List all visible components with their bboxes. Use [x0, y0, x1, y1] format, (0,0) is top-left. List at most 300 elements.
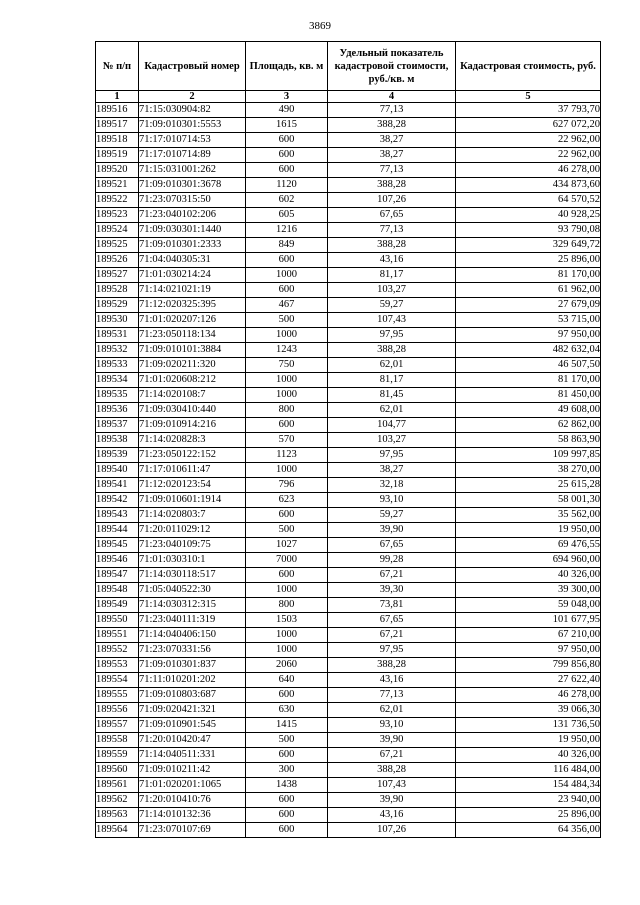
- unit-rate-cell: 81,45: [328, 388, 456, 403]
- row-number-cell: 189518: [96, 133, 139, 148]
- cadastral-number-cell: 71:09:020421:321: [139, 703, 246, 718]
- table-row: [96, 583, 601, 598]
- cadastral-value-cell: 799 856,80: [456, 658, 601, 673]
- area-cell: 600: [246, 133, 328, 148]
- unit-rate-cell: 43,16: [328, 808, 456, 823]
- row-number-cell: 189555: [96, 688, 139, 703]
- table-row: [96, 688, 601, 703]
- cadastral-number-cell: 71:09:010901:545: [139, 718, 246, 733]
- unit-rate-cell: 67,65: [328, 613, 456, 628]
- area-cell: 623: [246, 493, 328, 508]
- area-cell: 500: [246, 313, 328, 328]
- column-number: 4: [328, 91, 456, 103]
- unit-rate-cell: 67,65: [328, 208, 456, 223]
- table-row: [96, 313, 601, 328]
- table-row: [96, 778, 601, 793]
- cadastral-value-cell: 46 507,50: [456, 358, 601, 373]
- row-number-cell: 189538: [96, 433, 139, 448]
- column-number: 1: [96, 91, 139, 103]
- cadastral-value-cell: 627 072,20: [456, 118, 601, 133]
- row-number-cell: 189519: [96, 148, 139, 163]
- cadastral-number-cell: 71:23:070107:69: [139, 823, 246, 838]
- row-number-cell: 189561: [96, 778, 139, 793]
- cadastral-value-cell: 46 278,00: [456, 163, 601, 178]
- table-row: [96, 238, 601, 253]
- table-row: [96, 763, 601, 778]
- row-number-cell: 189542: [96, 493, 139, 508]
- cadastral-number-cell: 71:23:050122:152: [139, 448, 246, 463]
- area-cell: 2060: [246, 658, 328, 673]
- cadastral-number-cell: 71:15:031001:262: [139, 163, 246, 178]
- row-number-cell: 189535: [96, 388, 139, 403]
- area-cell: 849: [246, 238, 328, 253]
- table-row: [96, 118, 601, 133]
- header-cadastral-number: Кадастровый номер: [139, 42, 246, 91]
- table-row: [96, 658, 601, 673]
- unit-rate-cell: 38,27: [328, 133, 456, 148]
- row-number-cell: 189522: [96, 193, 139, 208]
- cadastral-value-cell: 434 873,60: [456, 178, 601, 193]
- area-cell: 300: [246, 763, 328, 778]
- cadastral-number-cell: 71:23:040111:319: [139, 613, 246, 628]
- table-row: [96, 613, 601, 628]
- table-row: [96, 523, 601, 538]
- header-area: Площадь, кв. м: [246, 42, 328, 91]
- cadastral-number-cell: 71:20:010420:47: [139, 733, 246, 748]
- area-cell: 600: [246, 688, 328, 703]
- row-number-cell: 189530: [96, 313, 139, 328]
- area-cell: 800: [246, 403, 328, 418]
- area-cell: 630: [246, 703, 328, 718]
- row-number-cell: 189528: [96, 283, 139, 298]
- table-row: [96, 793, 601, 808]
- cadastral-value-cell: 97 950,00: [456, 643, 601, 658]
- cadastral-value-cell: 97 950,00: [456, 328, 601, 343]
- column-number: 2: [139, 91, 246, 103]
- cadastral-value-cell: 25 896,00: [456, 253, 601, 268]
- cadastral-value-cell: 46 278,00: [456, 688, 601, 703]
- cadastral-value-cell: 23 940,00: [456, 793, 601, 808]
- cadastral-number-cell: 71:23:050118:134: [139, 328, 246, 343]
- row-number-cell: 189526: [96, 253, 139, 268]
- cadastral-number-cell: 71:12:020325:395: [139, 298, 246, 313]
- cadastral-number-cell: 71:14:021021:19: [139, 283, 246, 298]
- area-cell: 1615: [246, 118, 328, 133]
- unit-rate-cell: 67,21: [328, 628, 456, 643]
- area-cell: 600: [246, 793, 328, 808]
- cadastral-value-cell: 35 562,00: [456, 508, 601, 523]
- table-row: [96, 823, 601, 838]
- unit-rate-cell: 107,43: [328, 778, 456, 793]
- row-number-cell: 189532: [96, 343, 139, 358]
- unit-rate-cell: 77,13: [328, 223, 456, 238]
- cadastral-number-cell: 71:14:040406:150: [139, 628, 246, 643]
- area-cell: 600: [246, 283, 328, 298]
- table-row: [96, 268, 601, 283]
- unit-rate-cell: 97,95: [328, 643, 456, 658]
- area-cell: 600: [246, 253, 328, 268]
- table-row: [96, 343, 601, 358]
- table-row: [96, 628, 601, 643]
- unit-rate-cell: 99,28: [328, 553, 456, 568]
- area-cell: 1000: [246, 583, 328, 598]
- table-row: [96, 358, 601, 373]
- table-row: [96, 463, 601, 478]
- header-cadastral-value: Кадастровая стоимость, руб.: [456, 42, 601, 91]
- table-header-row: [96, 42, 601, 91]
- row-number-cell: 189550: [96, 613, 139, 628]
- unit-rate-cell: 32,18: [328, 478, 456, 493]
- cadastral-number-cell: 71:01:020201:1065: [139, 778, 246, 793]
- cadastral-value-cell: 49 608,00: [456, 403, 601, 418]
- row-number-cell: 189533: [96, 358, 139, 373]
- cadastral-number-cell: 71:14:010132:36: [139, 808, 246, 823]
- unit-rate-cell: 43,16: [328, 253, 456, 268]
- cadastral-number-cell: 71:09:010301:2333: [139, 238, 246, 253]
- cadastral-value-table: [95, 41, 601, 838]
- unit-rate-cell: 77,13: [328, 163, 456, 178]
- cadastral-value-cell: 154 484,34: [456, 778, 601, 793]
- area-cell: 1000: [246, 463, 328, 478]
- cadastral-value-cell: 27 679,09: [456, 298, 601, 313]
- cadastral-number-cell: 71:23:040109:75: [139, 538, 246, 553]
- cadastral-number-cell: 71:09:010301:837: [139, 658, 246, 673]
- cadastral-value-cell: 58 001,30: [456, 493, 601, 508]
- cadastral-number-cell: 71:01:030214:24: [139, 268, 246, 283]
- row-number-cell: 189553: [96, 658, 139, 673]
- row-number-cell: 189546: [96, 553, 139, 568]
- cadastral-number-cell: 71:20:010410:76: [139, 793, 246, 808]
- row-number-cell: 189536: [96, 403, 139, 418]
- cadastral-value-cell: 22 962,00: [456, 148, 601, 163]
- table-row: [96, 373, 601, 388]
- unit-rate-cell: 97,95: [328, 328, 456, 343]
- row-number-cell: 189537: [96, 418, 139, 433]
- table-row: [96, 178, 601, 193]
- area-cell: 600: [246, 508, 328, 523]
- cadastral-value-cell: 81 170,00: [456, 373, 601, 388]
- row-number-cell: 189527: [96, 268, 139, 283]
- table-row: [96, 493, 601, 508]
- area-cell: 600: [246, 163, 328, 178]
- row-number-cell: 189554: [96, 673, 139, 688]
- area-cell: 1000: [246, 643, 328, 658]
- cadastral-number-cell: 71:09:030410:440: [139, 403, 246, 418]
- unit-rate-cell: 67,65: [328, 538, 456, 553]
- table-row: [96, 328, 601, 343]
- row-number-cell: 189564: [96, 823, 139, 838]
- area-cell: 750: [246, 358, 328, 373]
- table-row: [96, 223, 601, 238]
- cadastral-number-cell: 71:09:010101:3884: [139, 343, 246, 358]
- area-cell: 490: [246, 103, 328, 118]
- cadastral-value-cell: 40 326,00: [456, 748, 601, 763]
- header-unit-rate: Удельный показатель кадастровой стоимости, руб./кв. м: [328, 42, 456, 91]
- unit-rate-cell: 39,90: [328, 793, 456, 808]
- cadastral-number-cell: 71:17:010714:89: [139, 148, 246, 163]
- cadastral-number-cell: 71:01:020207:126: [139, 313, 246, 328]
- cadastral-value-cell: 27 622,40: [456, 673, 601, 688]
- area-cell: 1027: [246, 538, 328, 553]
- table-row: [96, 448, 601, 463]
- cadastral-number-cell: 71:14:030118:517: [139, 568, 246, 583]
- unit-rate-cell: 81,17: [328, 373, 456, 388]
- table-row: [96, 163, 601, 178]
- unit-rate-cell: 103,27: [328, 283, 456, 298]
- row-number-cell: 189552: [96, 643, 139, 658]
- table-row: [96, 148, 601, 163]
- table-row: [96, 568, 601, 583]
- row-number-cell: 189559: [96, 748, 139, 763]
- row-number-cell: 189516: [96, 103, 139, 118]
- cadastral-number-cell: 71:04:040305:31: [139, 253, 246, 268]
- cadastral-number-cell: 71:11:010201:202: [139, 673, 246, 688]
- row-number-cell: 189523: [96, 208, 139, 223]
- cadastral-number-cell: 71:17:010714:53: [139, 133, 246, 148]
- cadastral-number-cell: 71:09:010803:687: [139, 688, 246, 703]
- column-number: 3: [246, 91, 328, 103]
- row-number-cell: 189549: [96, 598, 139, 613]
- row-number-cell: 189558: [96, 733, 139, 748]
- unit-rate-cell: 73,81: [328, 598, 456, 613]
- unit-rate-cell: 62,01: [328, 703, 456, 718]
- row-number-cell: 189540: [96, 463, 139, 478]
- table-row: [96, 253, 601, 268]
- unit-rate-cell: 107,43: [328, 313, 456, 328]
- table-row: [96, 418, 601, 433]
- cadastral-value-cell: 694 960,00: [456, 553, 601, 568]
- unit-rate-cell: 81,17: [328, 268, 456, 283]
- row-number-cell: 189525: [96, 238, 139, 253]
- cadastral-value-cell: 19 950,00: [456, 523, 601, 538]
- table-row: [96, 103, 601, 118]
- area-cell: 1000: [246, 388, 328, 403]
- table-row: [96, 388, 601, 403]
- unit-rate-cell: 388,28: [328, 238, 456, 253]
- row-number-cell: 189551: [96, 628, 139, 643]
- cadastral-number-cell: 71:01:020608:212: [139, 373, 246, 388]
- table-row: [96, 553, 601, 568]
- cadastral-number-cell: 71:15:030904:82: [139, 103, 246, 118]
- cadastral-value-cell: 58 863,90: [456, 433, 601, 448]
- table-row: [96, 538, 601, 553]
- unit-rate-cell: 93,10: [328, 493, 456, 508]
- table-row: [96, 478, 601, 493]
- area-cell: 640: [246, 673, 328, 688]
- row-number-cell: 189547: [96, 568, 139, 583]
- cadastral-value-cell: 101 677,95: [456, 613, 601, 628]
- cadastral-value-cell: 64 570,52: [456, 193, 601, 208]
- unit-rate-cell: 39,90: [328, 523, 456, 538]
- row-number-cell: 189541: [96, 478, 139, 493]
- unit-rate-cell: 104,77: [328, 418, 456, 433]
- area-cell: 605: [246, 208, 328, 223]
- cadastral-number-cell: 71:09:010601:1914: [139, 493, 246, 508]
- cadastral-number-cell: 71:09:010301:3678: [139, 178, 246, 193]
- cadastral-number-cell: 71:14:040511:331: [139, 748, 246, 763]
- cadastral-number-cell: 71:17:010611:47: [139, 463, 246, 478]
- unit-rate-cell: 93,10: [328, 718, 456, 733]
- table-row: [96, 508, 601, 523]
- area-cell: 600: [246, 418, 328, 433]
- area-cell: 1415: [246, 718, 328, 733]
- cadastral-number-cell: 71:14:020828:3: [139, 433, 246, 448]
- cadastral-number-cell: 71:09:010211:42: [139, 763, 246, 778]
- cadastral-value-cell: 19 950,00: [456, 733, 601, 748]
- column-number: 5: [456, 91, 601, 103]
- area-cell: 796: [246, 478, 328, 493]
- area-cell: 600: [246, 148, 328, 163]
- table-row: [96, 298, 601, 313]
- cadastral-number-cell: 71:23:070331:56: [139, 643, 246, 658]
- unit-rate-cell: 388,28: [328, 763, 456, 778]
- cadastral-number-cell: 71:23:070315:50: [139, 193, 246, 208]
- cadastral-number-cell: 71:14:020108:7: [139, 388, 246, 403]
- table-row: [96, 673, 601, 688]
- cadastral-value-cell: 69 476,55: [456, 538, 601, 553]
- cadastral-value-cell: 116 484,00: [456, 763, 601, 778]
- area-cell: 1000: [246, 373, 328, 388]
- cadastral-value-cell: 93 790,08: [456, 223, 601, 238]
- unit-rate-cell: 388,28: [328, 118, 456, 133]
- row-number-cell: 189543: [96, 508, 139, 523]
- unit-rate-cell: 62,01: [328, 358, 456, 373]
- area-cell: 600: [246, 823, 328, 838]
- cadastral-number-cell: 71:14:030312:315: [139, 598, 246, 613]
- cadastral-number-cell: 71:14:020803:7: [139, 508, 246, 523]
- cadastral-number-cell: 71:09:010914:216: [139, 418, 246, 433]
- table-body: [96, 103, 601, 838]
- row-number-cell: 189560: [96, 763, 139, 778]
- area-cell: 7000: [246, 553, 328, 568]
- cadastral-number-cell: 71:09:010301:5553: [139, 118, 246, 133]
- row-number-cell: 189534: [96, 373, 139, 388]
- area-cell: 602: [246, 193, 328, 208]
- cadastral-value-cell: 25 896,00: [456, 808, 601, 823]
- area-cell: 600: [246, 748, 328, 763]
- area-cell: 1216: [246, 223, 328, 238]
- row-number-cell: 189520: [96, 163, 139, 178]
- cadastral-number-cell: 71:05:040522:30: [139, 583, 246, 598]
- area-cell: 1503: [246, 613, 328, 628]
- area-cell: 500: [246, 733, 328, 748]
- table-row: [96, 733, 601, 748]
- table-row: [96, 598, 601, 613]
- table-row: [96, 808, 601, 823]
- table-row: [96, 433, 601, 448]
- table-row: [96, 208, 601, 223]
- table-row: [96, 193, 601, 208]
- area-cell: 1243: [246, 343, 328, 358]
- cadastral-value-cell: 39 066,30: [456, 703, 601, 718]
- cadastral-value-cell: 37 793,70: [456, 103, 601, 118]
- cadastral-value-cell: 59 048,00: [456, 598, 601, 613]
- cadastral-value-cell: 25 615,28: [456, 478, 601, 493]
- row-number-cell: 189562: [96, 793, 139, 808]
- area-cell: 600: [246, 568, 328, 583]
- area-cell: 1000: [246, 628, 328, 643]
- unit-rate-cell: 43,16: [328, 673, 456, 688]
- area-cell: 1438: [246, 778, 328, 793]
- area-cell: 1120: [246, 178, 328, 193]
- cadastral-value-cell: 131 736,50: [456, 718, 601, 733]
- table-row: [96, 643, 601, 658]
- unit-rate-cell: 103,27: [328, 433, 456, 448]
- page-number: 3869: [309, 20, 331, 32]
- cadastral-value-cell: 61 962,00: [456, 283, 601, 298]
- unit-rate-cell: 39,30: [328, 583, 456, 598]
- cadastral-value-cell: 22 962,00: [456, 133, 601, 148]
- cadastral-value-cell: 40 326,00: [456, 568, 601, 583]
- cadastral-value-cell: 482 632,04: [456, 343, 601, 358]
- unit-rate-cell: 388,28: [328, 343, 456, 358]
- table-row: [96, 283, 601, 298]
- unit-rate-cell: 97,95: [328, 448, 456, 463]
- row-number-cell: 189521: [96, 178, 139, 193]
- cadastral-value-cell: 40 928,25: [456, 208, 601, 223]
- table-row: [96, 133, 601, 148]
- row-number-cell: 189544: [96, 523, 139, 538]
- row-number-cell: 189539: [96, 448, 139, 463]
- cadastral-value-cell: 38 270,00: [456, 463, 601, 478]
- unit-rate-cell: 59,27: [328, 508, 456, 523]
- unit-rate-cell: 388,28: [328, 178, 456, 193]
- area-cell: 800: [246, 598, 328, 613]
- cadastral-number-cell: 71:12:020123:54: [139, 478, 246, 493]
- table-row: [96, 703, 601, 718]
- cadastral-value-cell: 64 356,00: [456, 823, 601, 838]
- row-number-cell: 189563: [96, 808, 139, 823]
- cadastral-number-cell: 71:01:030310:1: [139, 553, 246, 568]
- cadastral-value-cell: 329 649,72: [456, 238, 601, 253]
- table-row: [96, 748, 601, 763]
- cadastral-value-cell: 39 300,00: [456, 583, 601, 598]
- area-cell: 1123: [246, 448, 328, 463]
- cadastral-value-cell: 67 210,00: [456, 628, 601, 643]
- area-cell: 600: [246, 808, 328, 823]
- row-number-cell: 189517: [96, 118, 139, 133]
- area-cell: 1000: [246, 268, 328, 283]
- header-row-number: № п/п: [96, 42, 139, 91]
- row-number-cell: 189524: [96, 223, 139, 238]
- cadastral-value-cell: 62 862,00: [456, 418, 601, 433]
- area-cell: 467: [246, 298, 328, 313]
- unit-rate-cell: 67,21: [328, 568, 456, 583]
- unit-rate-cell: 388,28: [328, 658, 456, 673]
- unit-rate-cell: 59,27: [328, 298, 456, 313]
- unit-rate-cell: 38,27: [328, 148, 456, 163]
- cadastral-number-cell: 71:20:011029:12: [139, 523, 246, 538]
- row-number-cell: 189556: [96, 703, 139, 718]
- cadastral-number-cell: 71:09:030301:1440: [139, 223, 246, 238]
- table-row: [96, 718, 601, 733]
- unit-rate-cell: 62,01: [328, 403, 456, 418]
- unit-rate-cell: 38,27: [328, 463, 456, 478]
- unit-rate-cell: 107,26: [328, 823, 456, 838]
- unit-rate-cell: 107,26: [328, 193, 456, 208]
- unit-rate-cell: 39,90: [328, 733, 456, 748]
- row-number-cell: 189548: [96, 583, 139, 598]
- area-cell: 570: [246, 433, 328, 448]
- cadastral-number-cell: 71:23:040102:206: [139, 208, 246, 223]
- area-cell: 500: [246, 523, 328, 538]
- unit-rate-cell: 77,13: [328, 688, 456, 703]
- column-number-row: [96, 91, 601, 103]
- cadastral-number-cell: 71:09:020211:320: [139, 358, 246, 373]
- unit-rate-cell: 77,13: [328, 103, 456, 118]
- cadastral-value-cell: 81 170,00: [456, 268, 601, 283]
- row-number-cell: 189531: [96, 328, 139, 343]
